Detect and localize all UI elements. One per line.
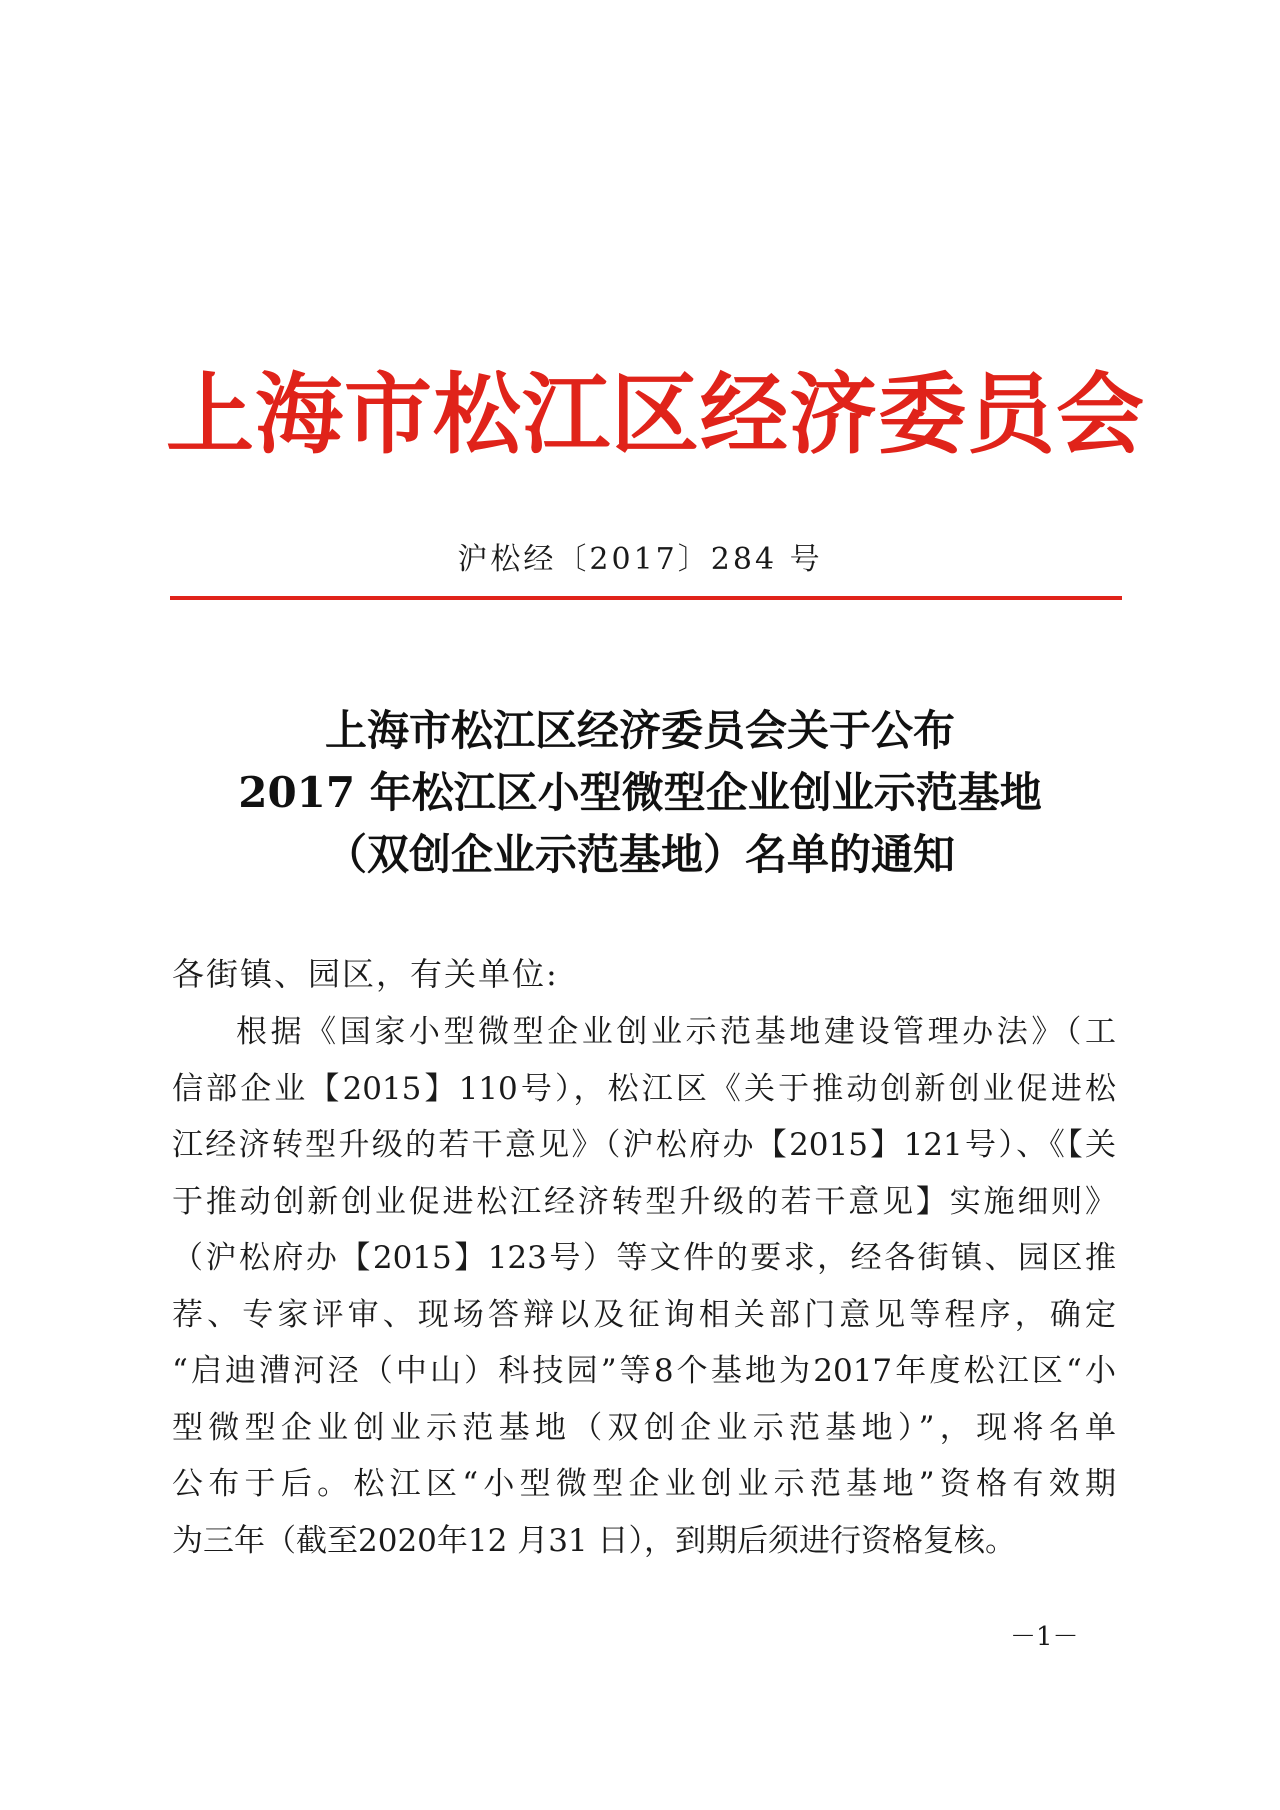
- title-line-3: （双创企业示范基地）名单的通知: [324, 830, 955, 879]
- body-line: 荐、专家评审、现场答辩以及征询相关部门意见等程序，确定: [172, 1296, 1116, 1333]
- title-line-1: 上海市松江区经济委员会关于公布: [324, 706, 955, 755]
- body-line: 江经济转型升级的若干意见》（沪松府办【2015】121号）、《【关: [172, 1127, 1116, 1163]
- document-title: [0, 700, 1280, 886]
- salutation: 各街镇、园区，有关单位:: [172, 955, 559, 993]
- body-line: （沪松府办【2015】123号）等文件的要求，经各街镇、园区推: [172, 1240, 1116, 1276]
- red-header-rule: [170, 596, 1122, 600]
- body-line: 为三年（截至2020年12 月31 日），到期后须进行资格复核。: [172, 1522, 1016, 1559]
- body-line: “启迪漕河泾（中山）科技园”等8个基地为2017年度松江区“小: [172, 1353, 1116, 1389]
- title-line-2: 2017 年松江区小型微型企业创业示范基地: [238, 768, 1042, 817]
- body-line: 公布于后。松江区“小型微型企业创业示范基地”资格有效期: [172, 1466, 1116, 1502]
- document-number: 沪松经〔2017〕284 号: [457, 542, 823, 577]
- body-line: 于推动创新创业促进松江经济转型升级的若干意见】实施细则》: [172, 1183, 1116, 1220]
- page-number: －1－: [1010, 1622, 1079, 1652]
- body-line: 型微型企业创业示范基地（双创企业示范基地）”，现将名单: [172, 1409, 1116, 1446]
- body-line: 根据《国家小型微型企业创业示范基地建设管理办法》（工: [236, 1014, 1116, 1050]
- body-line: 信部企业【2015】110号），松江区《关于推动创新创业促进松: [172, 1070, 1116, 1107]
- issuing-organization-header: 上海市松江区经济委员会: [166, 362, 1146, 466]
- body-paragraph: [172, 1004, 1116, 1569]
